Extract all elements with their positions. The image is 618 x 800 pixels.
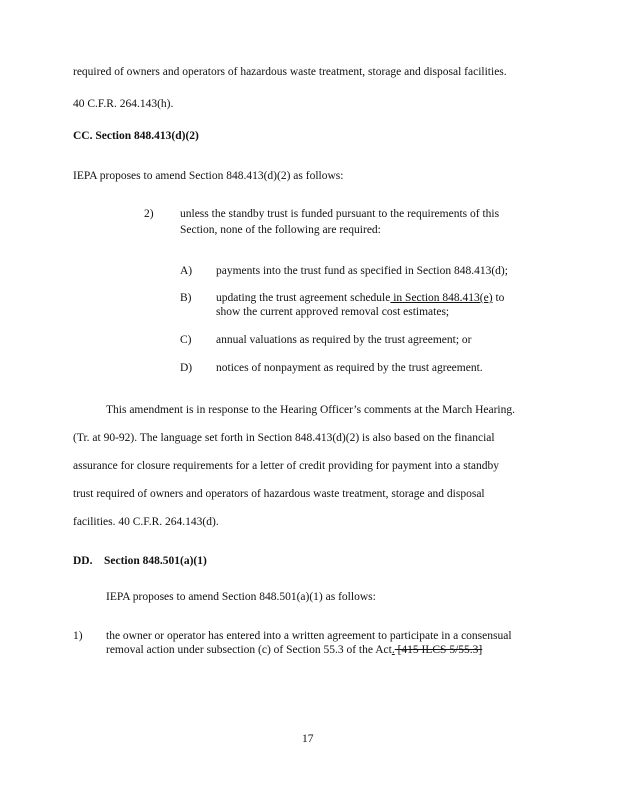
cc-subitem-b-line-2: show the current approved removal cost estimates; bbox=[216, 306, 450, 318]
cc-item-line-1: unless the standby trust is funded pursuant to the requirements of this bbox=[180, 208, 500, 220]
intro-line-2: 40 C.F.R. 264.143(h). bbox=[73, 98, 174, 110]
cc-para-line-2: (Tr. at 90-92). The language set forth in Section 848.413(d)(2) is also based on the financial bbox=[73, 432, 495, 444]
subitem-b-text-after: to bbox=[492, 292, 505, 304]
inserted-text: in Section 848.413(e) bbox=[390, 292, 493, 304]
cc-subitem-label-c: C) bbox=[180, 334, 192, 346]
section-dd-label: DD. bbox=[73, 555, 93, 567]
subitem-b-text-before: updating the trust agreement schedule bbox=[216, 292, 391, 304]
dd-item-number: 1) bbox=[73, 630, 83, 642]
section-cc-heading: CC. Section 848.413(d)(2) bbox=[73, 130, 199, 142]
section-cc-intro: IEPA proposes to amend Section 848.413(d)(2) as follows: bbox=[73, 170, 344, 182]
section-dd-heading: Section 848.501(a)(1) bbox=[104, 555, 207, 567]
cc-para-line-5: facilities. 40 C.F.R. 264.143(d). bbox=[73, 516, 219, 528]
cc-para-line-3: assurance for closure requirements for a letter of credit providing for payment into a standby bbox=[73, 460, 499, 472]
intro-line-1: required of owners and operators of hazardous waste treatment, storage and disposal facilities. bbox=[73, 66, 507, 78]
cc-subitem-text-a: payments into the trust fund as specified in Section 848.413(d); bbox=[216, 265, 508, 277]
cc-subitem-label-b: B) bbox=[180, 292, 192, 304]
section-dd-intro: IEPA proposes to amend Section 848.501(a)(1) as follows: bbox=[106, 591, 376, 603]
cc-item-number: 2) bbox=[144, 208, 154, 220]
dd-line-2-text: removal action under subsection (c) of Section 55.3 of the Act bbox=[106, 644, 392, 656]
cc-subitem-label-d: D) bbox=[180, 362, 193, 374]
cc-subitem-text-c: annual valuations as required by the trust agreement; or bbox=[216, 334, 472, 346]
cc-para-line-1: This amendment is in response to the Hearing Officer’s comments at the March Hearing. bbox=[106, 404, 515, 416]
cc-item-line-2: Section, none of the following are required: bbox=[180, 224, 381, 236]
cc-subitem-label-a: A) bbox=[180, 265, 193, 277]
dd-item-line-1: the owner or operator has entered into a written agreement to participate in a consensual bbox=[106, 630, 512, 642]
cc-subitem-text-b bbox=[216, 291, 504, 305]
cc-subitem-text-d: notices of nonpayment as required by the trust agreement. bbox=[216, 362, 483, 374]
struck-citation: [415 ILCS 5/55.3] bbox=[394, 644, 483, 656]
inserted-period: . bbox=[391, 644, 395, 656]
cc-para-line-4: trust required of owners and operators of hazardous waste treatment, storage and disposal bbox=[73, 488, 485, 500]
dd-item-line-2 bbox=[106, 643, 482, 657]
page-number: 17 bbox=[302, 733, 314, 745]
